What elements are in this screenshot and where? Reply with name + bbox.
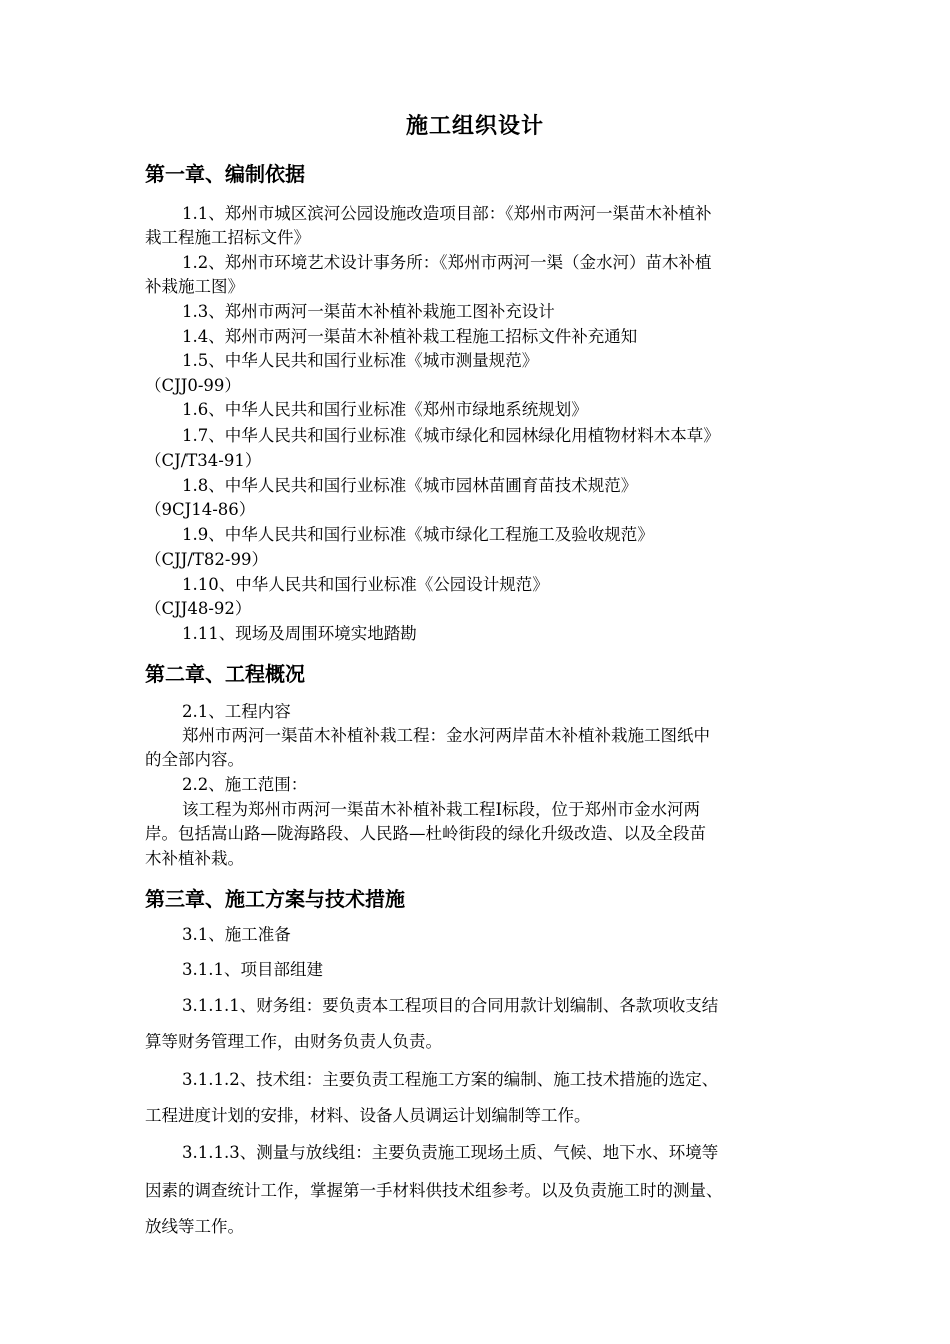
paragraph-line: 算等财务管理工作，由财务负责人负责。 <box>145 1032 442 1051</box>
paragraph-line: （9CJ14-86） <box>145 500 256 519</box>
paragraph-line: 1.1、郑州市城区滨河公园设施改造项目部：《郑州市两河一渠苗木补植补 <box>182 204 712 223</box>
chapter-heading: 第三章、施工方案与技术措施 <box>145 887 405 911</box>
paragraph-line: 1.10、中华人民共和国行业标准《公园设计规范》 <box>182 575 549 594</box>
paragraph-line: 3.1、施工准备 <box>182 925 291 944</box>
paragraph-line: 木补植补栽。 <box>145 849 244 868</box>
paragraph-line: 1.8、中华人民共和国行业标准《城市园林苗圃育苗技术规范》 <box>182 476 638 495</box>
paragraph-line: 3.1.1.2、技术组：主要负责工程施工方案的编制、施工技术措施的选定、 <box>182 1070 719 1089</box>
document-title: 施工组织设计 <box>405 114 544 139</box>
paragraph-line: 3.1.1、项目部组建 <box>182 960 323 979</box>
paragraph-line: 的全部内容。 <box>145 750 244 769</box>
paragraph-line: 1.9、中华人民共和国行业标准《城市绿化工程施工及验收规范》 <box>182 525 654 544</box>
paragraph-line: 3.1.1.3、测量与放线组：主要负责施工现场土质、气候、地下水、环境等 <box>182 1143 719 1162</box>
paragraph-line: （CJJ0-99） <box>145 376 241 395</box>
chapter-heading: 第一章、编制依据 <box>145 162 305 186</box>
paragraph-line: 1.4、郑州市两河一渠苗木补植补栽工程施工招标文件补充通知 <box>182 327 638 346</box>
paragraph-line: （CJJ48-92） <box>145 599 252 618</box>
paragraph-line: 1.3、郑州市两河一渠苗木补植补栽施工图补充设计 <box>182 302 555 321</box>
paragraph-line: （CJ/T34-91） <box>145 451 262 470</box>
paragraph-line: 2.2、施工范围： <box>182 775 308 794</box>
paragraph-line: 栽工程施工招标文件》 <box>145 228 310 247</box>
paragraph-line: 岸。包括嵩山路—陇海路段、人民路—杜岭街段的绿化升级改造、以及全段苗 <box>145 824 706 843</box>
paragraph-line: 补栽施工图》 <box>145 277 244 296</box>
chapter-heading: 第二章、工程概况 <box>145 662 305 686</box>
paragraph-line: 1.11、现场及周围环境实地踏勘 <box>182 624 417 643</box>
paragraph-line: 放线等工作。 <box>145 1217 244 1236</box>
paragraph-line: 1.7、中华人民共和国行业标准《城市绿化和园林绿化用植物材料木本草》 <box>182 426 720 445</box>
paragraph-line: 2.1、工程内容 <box>182 702 291 721</box>
paragraph-line: 郑州市两河一渠苗木补植补栽工程：金水河两岸苗木补植补栽施工图纸中 <box>182 726 710 745</box>
paragraph-line: 工程进度计划的安排，材料、设备人员调运计划编制等工作。 <box>145 1106 591 1125</box>
paragraph-line: 因素的调查统计工作，掌握第一手材料供技术组参考。以及负责施工时的测量、 <box>145 1181 723 1200</box>
paragraph-line: 3.1.1.1、财务组：要负责本工程项目的合同用款计划编制、各款项收支结 <box>182 996 719 1015</box>
paragraph-line: 1.6、中华人民共和国行业标准《郑州市绿地系统规划》 <box>182 400 588 419</box>
paragraph-line: 1.5、中华人民共和国行业标准《城市测量规范》 <box>182 351 539 370</box>
paragraph-line: （CJJ/T82-99） <box>145 550 268 569</box>
paragraph-line: 1.2、郑州市环境艺术设计事务所：《郑州市两河一渠（金水河）苗木补植 <box>182 253 712 272</box>
paragraph-line: 该工程为郑州市两河一渠苗木补植补栽工程Ⅰ标段，位于郑州市金水河两 <box>182 800 701 819</box>
